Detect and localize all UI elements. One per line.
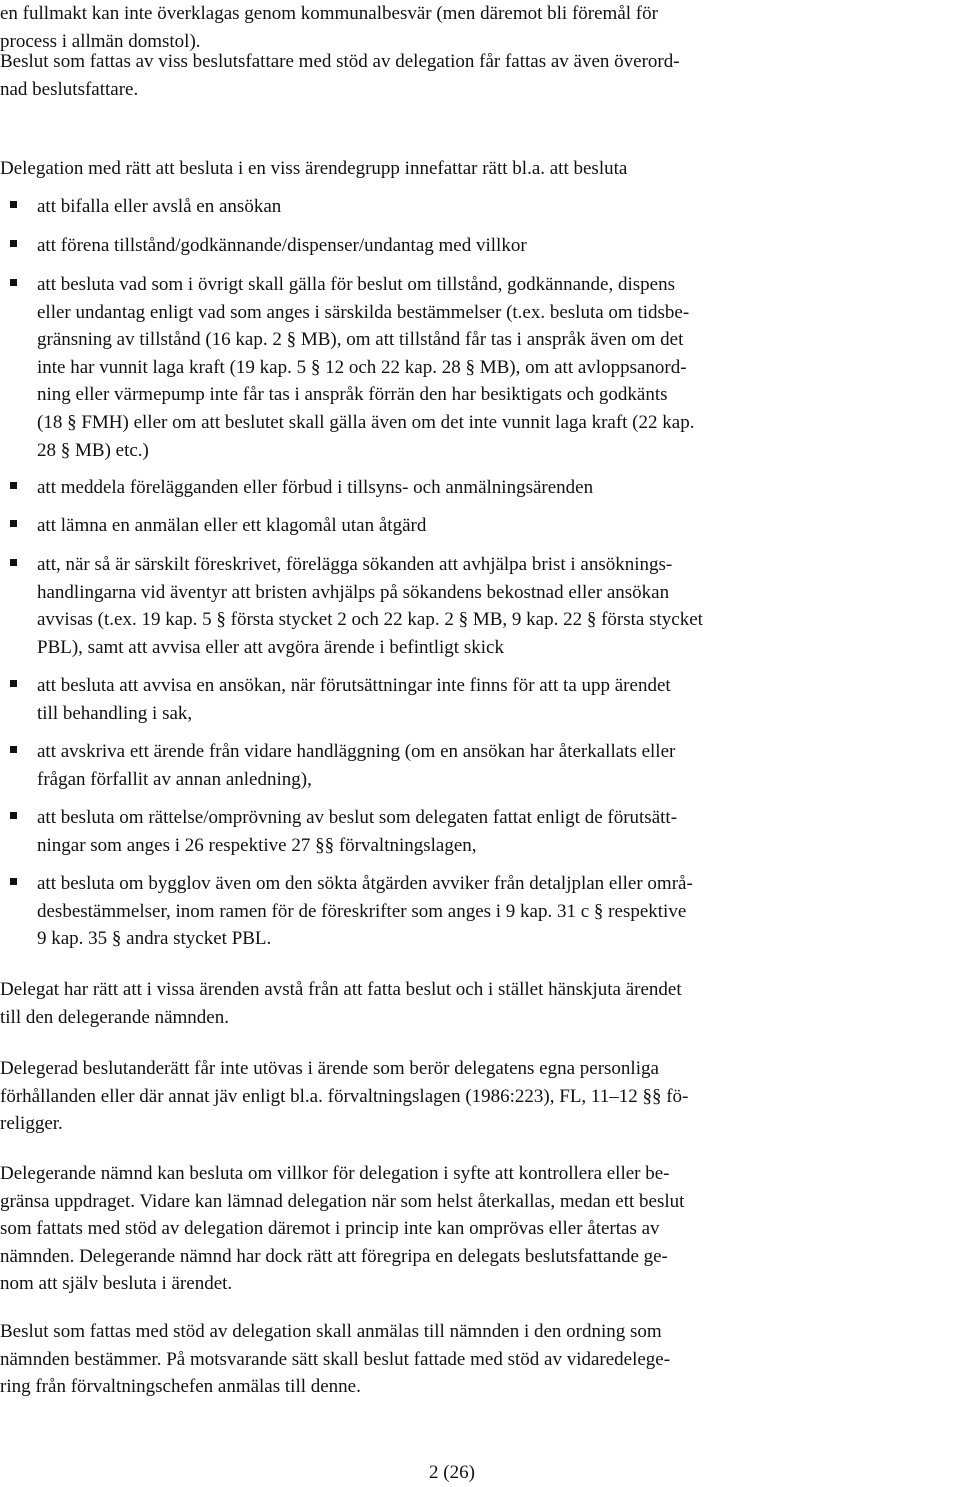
- square-bullet-icon: [10, 878, 17, 885]
- text-line: att besluta att avvisa en ansökan, när förutsättningar inte finns för att ta upp ärendet: [37, 675, 671, 696]
- text-line: eller undantag enligt vad som anges i särskilda bestämmelser (t.ex. besluta om tidsbe-: [37, 301, 690, 323]
- text-line: att besluta om bygglov även om den sökta åtgärden avviker från detaljplan eller områ-: [37, 873, 693, 894]
- text-line: ning eller värmepump inte får tas i anspråk förrän den har besiktigats och godkänts: [37, 384, 668, 406]
- page-number: 2 (26): [429, 1462, 475, 1483]
- list-item: [0, 193, 958, 221]
- text-line: nad beslutsfattare.: [0, 78, 139, 100]
- text-line: Beslut som fattas med stöd av delegation skall anmälas till nämnden i den ordning som: [0, 1321, 662, 1342]
- list-item: [0, 232, 958, 260]
- list-item: [0, 870, 958, 953]
- text-line: avvisas (t.ex. 19 kap. 5 § första stycket 2 och 22 kap. 2 § MB, 9 kap. 22 § första stycket: [37, 609, 703, 631]
- text-line: religger.: [0, 1113, 63, 1135]
- text-line: Delegerande nämnd kan besluta om villkor för delegation i syfte att kontrollera eller be-: [0, 1163, 670, 1184]
- text-line: handlingarna vid äventyr att bristen avhjälps på sökandens bekostnad eller ansökan: [37, 581, 670, 603]
- text-line: 9 kap. 35 § andra stycket PBL.: [37, 928, 272, 950]
- text-line: till den delegerande nämnden.: [0, 1006, 229, 1028]
- square-bullet-icon: [10, 812, 17, 819]
- paragraph-closing-2: [0, 1055, 958, 1138]
- paragraph-closing-4: [0, 1318, 958, 1401]
- text-line: att, när så är särskilt föreskrivet, förelägga sökanden att avhjälpa brist i ansöknings-: [37, 554, 673, 575]
- square-bullet-icon: [10, 201, 17, 208]
- text-line: att meddela förelägganden eller förbud i tillsyns- och anmälningsärenden: [37, 477, 594, 498]
- text-line: 28 § MB) etc.): [37, 439, 149, 461]
- text-line: att bifalla eller avslå en ansökan: [37, 196, 282, 217]
- text-line: förhållanden eller där annat jäv enligt bl.a. förvaltningslagen (1986:223), FL, 11–12 §§ fö-: [0, 1085, 689, 1107]
- paragraph-intro-1: [0, 0, 958, 55]
- list-item: [0, 512, 958, 540]
- paragraph-intro-2: [0, 48, 958, 103]
- list-item: [0, 474, 958, 502]
- text-line: som fattats med stöd av delegation däremot i princip inte kan omprövas eller återtas av: [0, 1218, 660, 1240]
- list-item: [0, 551, 958, 661]
- text-line: en fullmakt kan inte överklagas genom kommunalbesvär (men däremot bli föremål för: [0, 3, 658, 24]
- text-line: nämnden. Delegerande nämnd har dock rätt att föregripa en delegats beslutsfattande ge-: [0, 1245, 668, 1267]
- text-line: Beslut som fattas av viss beslutsfattare med stöd av delegation får fattas av även överord-: [0, 51, 680, 72]
- square-bullet-icon: [10, 240, 17, 247]
- paragraph-intro-3: [0, 155, 958, 183]
- text-line: nämnden bestämmer. På motsvarande sätt skall beslut fattade med stöd av vidaredelege-: [0, 1348, 671, 1370]
- text-line: Delegation med rätt att besluta i en viss ärendegrupp innefattar rätt bl.a. att besluta: [0, 158, 628, 179]
- square-bullet-icon: [10, 482, 17, 489]
- text-line: att besluta om rättelse/omprövning av beslut som delegaten fattat enligt de förutsätt-: [37, 807, 678, 828]
- list-item: [0, 271, 958, 464]
- text-line: ningar som anges i 26 respektive 27 §§ förvaltningslagen,: [37, 834, 477, 856]
- text-line: nom att själv besluta i ärendet.: [0, 1273, 233, 1295]
- text-line: desbestämmelser, inom ramen för de föreskrifter som anges i 9 kap. 31 c § respektive: [37, 900, 687, 922]
- text-line: frågan förfallit av annan anledning),: [37, 768, 312, 790]
- text-line: att avskriva ett ärende från vidare handläggning (om en ansökan har återkallats eller: [37, 741, 676, 762]
- text-line: (18 § FMH) eller om att beslutet skall gälla även om det inte vunnit laga kraft (22 kap.: [37, 411, 695, 433]
- paragraph-closing-1: [0, 976, 958, 1031]
- square-bullet-icon: [10, 680, 17, 687]
- square-bullet-icon: [10, 520, 17, 527]
- text-line: att lämna en anmälan eller ett klagomål utan åtgärd: [37, 515, 427, 536]
- list-item: [0, 672, 958, 727]
- list-item: [0, 804, 958, 859]
- text-line: PBL), samt att avvisa eller att avgöra ärende i befintligt skick: [37, 636, 504, 658]
- text-line: ring från förvaltningschefen anmälas till denne.: [0, 1376, 361, 1398]
- square-bullet-icon: [10, 746, 17, 753]
- text-line: till behandling i sak,: [37, 702, 193, 724]
- square-bullet-icon: [10, 279, 17, 286]
- page-footer: [0, 1459, 960, 1487]
- paragraph-closing-3: [0, 1160, 958, 1298]
- list-item: [0, 738, 958, 793]
- text-line: inte har vunnit laga kraft (19 kap. 5 § 12 och 22 kap. 28 § MB), om att avloppsanord-: [37, 356, 687, 378]
- text-line: gränsa uppdraget. Vidare kan lämnad delegation när som helst återkallas, medan ett beslut: [0, 1190, 685, 1212]
- text-line: Delegerad beslutanderätt får inte utövas i ärende som berör delegatens egna personliga: [0, 1058, 659, 1079]
- text-line: process i allmän domstol).: [0, 30, 201, 52]
- text-line: att besluta vad som i övrigt skall gälla för beslut om tillstånd, godkännande, dispens: [37, 274, 675, 295]
- text-line: gränsning av tillstånd (16 kap. 2 § MB), om att tillstånd får tas i anspråk även om det: [37, 329, 684, 351]
- text-line: Delegat har rätt att i vissa ärenden avstå från att fatta beslut och i stället hänskjuta ärendet: [0, 979, 682, 1000]
- text-line: att förena tillstånd/godkännande/dispenser/undantag med villkor: [37, 235, 527, 256]
- square-bullet-icon: [10, 559, 17, 566]
